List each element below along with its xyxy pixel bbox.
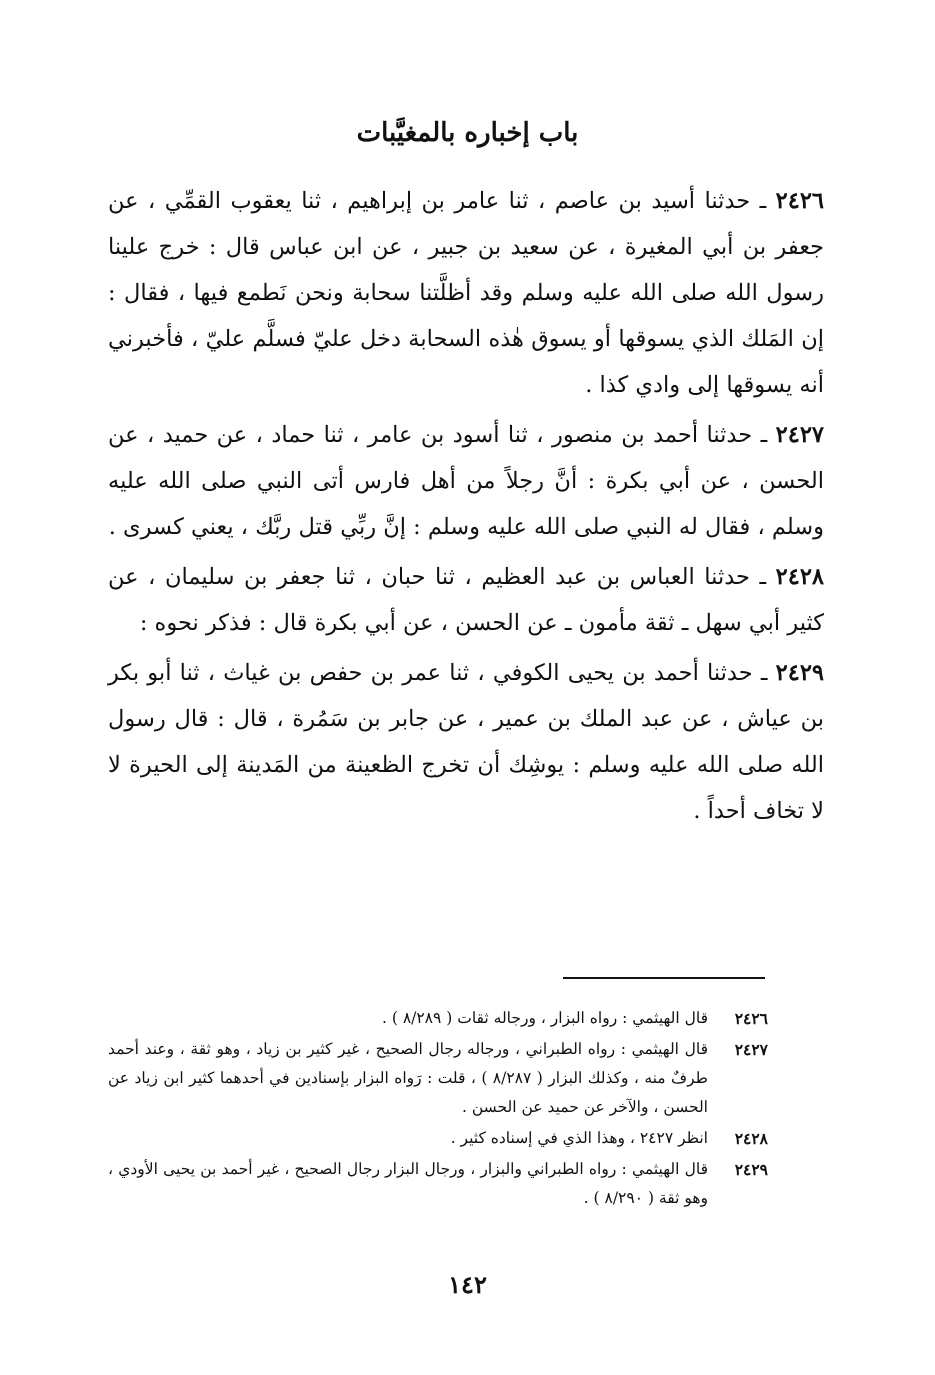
hadith-number: ٢٤٢٧ [775, 422, 824, 448]
footnote-text: انظر ٢٤٢٧ ، وهذا الذي في إسناده كثير . [450, 1129, 708, 1147]
footnote-2428 [108, 1124, 768, 1153]
main-text [108, 178, 824, 838]
footnote-text: قال الهيثمي : رواه الطبراني والبزار ، ورجال البزار رجال الصحيح ، غير أحمد بن يحيى الأودي ، وهو ثقة ( ٨/٢٩٠ ) . [108, 1160, 708, 1207]
footnote-text: قال الهيثمي : رواه البزار ، ورجاله ثقات ( ٨/٢٨٩ ) . [381, 1009, 708, 1027]
hadith-number: ٢٤٢٩ [775, 660, 824, 686]
hadith-2428 [108, 554, 824, 646]
footnotes [108, 1004, 768, 1215]
hadith-text: ـ حدثنا أسيد بن عاصم ، ثنا عامر بن إبراهيم ، ثنا يعقوب القمِّي ، عن جعفر بن أبي المغيرة ، عن سعيد بن جبير ، عن ابن عباس قال : خرج علينا رسول الله صلى الله عليه وسلم وقد أظلَّتنا سحابة ونحن نَطمع فيها ، فقال : إن المَلك الذي يسوقها أو يسوق هٰذه السحابة دخل عليّ فسلَّم عليّ ، فأخبرني أنه يسوقها إلى وادي كذا . [108, 188, 824, 398]
hadith-text: ـ حدثنا العباس بن عبد العظيم ، ثنا حبان ، ثنا جعفر بن سليمان ، عن كثير أبي سهل ـ ثقة مأمون ـ عن الحسن ، عن أبي بكرة قال : فذكر نحوه : [108, 564, 824, 636]
footnote-separator [563, 977, 765, 979]
hadith-number: ٢٤٢٦ [775, 188, 825, 214]
page-number: ١٤٢ [448, 1270, 487, 1299]
footnote-number: ٢٤٢٦ [734, 1009, 768, 1028]
footnote-2426 [108, 1004, 768, 1033]
footnote-number: ٢٤٢٩ [734, 1160, 768, 1179]
footnote-2429 [108, 1155, 768, 1213]
footnote-2427 [108, 1035, 768, 1122]
chapter-title: باب إخباره بالمغيَّبات [356, 118, 579, 148]
hadith-text: ـ حدثنا أحمد بن منصور ، ثنا أسود بن عامر ، ثنا حماد ، عن حميد ، عن الحسن ، عن أبي بكرة : أنَّ رجلاً من أهل فارس أتى النبي صلى الله عليه وسلم ، فقال له النبي صلى الله عليه وسلم : إنَّ ربِّي قتل ربَّك ، يعني كسرى . [108, 422, 824, 540]
hadith-number: ٢٤٢٨ [775, 564, 825, 590]
footnote-text: قال الهيثمي : رواه الطبراني ، ورجاله رجال الصحيح ، غير كثير بن زياد ، وهو ثقة ، وعند أحمد طرفٌ منه ، وكذلك البزار ( ٨/٢٨٧ ) ، قلت : رَواه البزار بإسنادين في أحدهما كثير ابن زياد عن الحسن ، والآخر عن حميد عن الحسن . [108, 1040, 708, 1116]
hadith-2429 [108, 650, 824, 834]
hadith-2427 [108, 412, 824, 550]
footnote-number: ٢٤٢٧ [734, 1040, 768, 1059]
hadith-text: ـ حدثنا أحمد بن يحيى الكوفي ، ثنا عمر بن حفص بن غياث ، ثنا أبو بكر بن عياش ، عن عبد الملك بن عمير ، عن جابر بن سَمُرة ، قال : قال رسول الله صلى الله عليه وسلم : يوشِك أن تخرج الظعينة من المَدينة إلى الحيرة لا لا تخاف أحداً . [108, 660, 824, 824]
footnote-number: ٢٤٢٨ [734, 1129, 768, 1148]
hadith-2426 [108, 178, 824, 408]
